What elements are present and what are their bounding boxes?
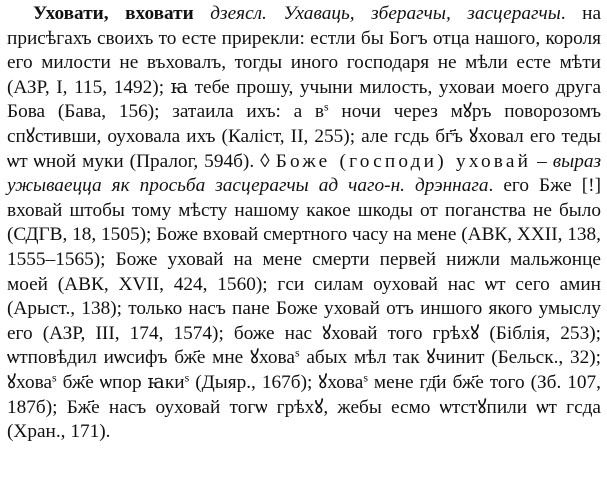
citation-text-6: (Дыяр., 167б); ꙋхова	[189, 371, 364, 393]
superscript-mark: s	[52, 370, 57, 385]
citation-text-7: мене гд҃и бж҃е того (Зб. 107, 187б); Бж҃е насъ оуховай тогѡ грѣхꙋ, жебы есмо ѡтстꙋпили ѡт гсда (Хран., 171).	[7, 371, 601, 443]
entry-paragraph	[7, 2, 601, 445]
citation-text-2: ночи через мꙋръ поворозомъ спꙋстивши, оуховала ихъ (Каліст, II, 255); але гсдь бг҃ъ ꙋховал его теды ѡт ѡной муки (Пралог, 594б). ◊	[7, 101, 601, 172]
headword: Уховати, вховати	[33, 3, 194, 24]
superscript-mark: s	[294, 345, 300, 360]
phrase-headword: Боже (господи) уховай	[275, 150, 532, 172]
citation-text-5: бж҃е ѡпор ꙗки	[56, 371, 185, 393]
definition: Ухаваць, зберагчы, засцерагчы	[283, 3, 561, 24]
part-of-speech: дзеясл.	[210, 3, 267, 24]
phrase-definition: выраз ужываецца як просьба засцерагчы ад чаго-н. дрэннага	[7, 150, 602, 197]
phrase-dash: –	[531, 150, 553, 172]
citation-text-1: . на присѣгахъ своихъ то есте прирекли: естли бы Богъ отца нашого, короля его милости не въховалъ, тогды иного господаря не мѣли есте мѣти (АЗР, I, 115, 1492); ꙗ тебе прошу, учыни милость, уховаи моего друга Бова (Бава, 156); затаила ихъ: а в	[7, 3, 601, 123]
citation-text-3: . его Бже [!] вховай штобы тому мѣсту нашому какое шкоды от поганства не было (СДГВ, 18, 1505); Боже вховай смертного часу на мене (АВК, XXII, 138, 1555–1565); Боже уховай на мене смерти первей нижли мальжонце моей (АВК, XVII, 424, 1560); гси силам оуховай нас ѡт сего амин (Арыст., 138); только насъ пане Боже уховай отъ иншого якого умыслу его (АЗР, III, 174, 1574); боже нас ꙋховай того грѣхꙋ (Біблія, 253); ѡтповѣдил иѡсифъ бж҃е мне ꙋхова	[7, 175, 602, 369]
citation-text-4: абых мѣл так ꙋчинит (Бельск., 32); ꙋхова	[7, 347, 602, 393]
superscript-mark: s	[324, 99, 329, 114]
superscript-mark: s	[363, 370, 368, 385]
superscript-mark: s	[184, 370, 190, 385]
